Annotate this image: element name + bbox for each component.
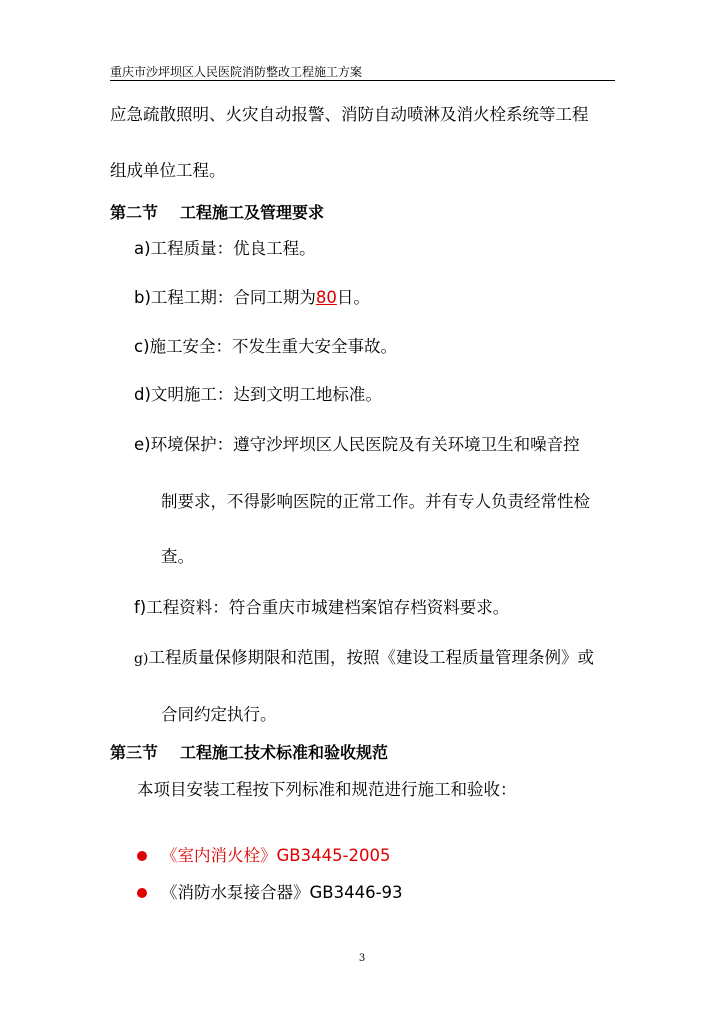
item-e-text-line-1: 遵守沙坪坝区人民医院及有关环境卫生和噪音控 <box>233 435 580 454</box>
header-rule <box>110 80 615 81</box>
item-b <box>134 287 370 309</box>
section-2-title: 工程施工及管理要求 <box>180 203 325 222</box>
item-e <box>134 434 580 456</box>
section-3-title: 工程施工技术标准和验收规范 <box>180 743 389 762</box>
item-a-label: 工程质量： <box>150 239 234 258</box>
item-f-marker: f) <box>134 598 147 617</box>
section-2-number: 第二节 <box>110 203 159 222</box>
item-b-text-after: 日。 <box>336 288 370 307</box>
item-g <box>134 647 594 670</box>
item-g-marker: g) <box>134 651 149 667</box>
item-d-label: 文明施工： <box>150 385 234 404</box>
bullet-icon <box>137 888 147 898</box>
item-a-marker: a) <box>134 239 151 258</box>
item-f <box>134 597 509 619</box>
standard-item-2: 《消防水泵接合器》GB3446-93 <box>161 883 403 902</box>
item-g-text-line-1: 工程质量保修期限和范围，按照《建设工程质量管理条例》或 <box>148 648 594 667</box>
item-b-label: 工程工期： <box>150 288 234 307</box>
item-g-text-line-2: 合同约定执行。 <box>161 705 277 724</box>
document-header: 重庆市沙坪坝区人民医院消防整改工程施工方案 <box>110 65 363 79</box>
item-f-text: 符合重庆市城建档案馆存档资料要求。 <box>228 598 510 617</box>
item-a <box>134 238 316 260</box>
item-e-text-line-3: 查。 <box>161 547 194 566</box>
item-c <box>134 336 397 358</box>
item-d-marker: d) <box>134 385 151 404</box>
bullet-icon <box>137 851 147 861</box>
intro-line-1: 应急疏散照明、火灾自动报警、消防自动喷淋及消火栓系统等工程 <box>110 105 589 124</box>
page-number: 3 <box>358 953 366 964</box>
item-c-text: 不发生重大安全事故。 <box>232 337 398 356</box>
item-e-text-line-2: 制要求，不得影响医院的正常工作。并有专人负责经常性检 <box>161 492 590 511</box>
item-e-label: 环境保护： <box>150 435 234 454</box>
item-c-marker: c) <box>134 337 150 356</box>
section-3-heading <box>110 742 388 764</box>
item-f-label: 工程资料： <box>146 598 229 617</box>
intro-line-2: 组成单位工程。 <box>110 161 226 180</box>
item-c-label: 施工安全： <box>149 337 233 356</box>
item-b-days: 80 <box>315 288 337 307</box>
section-3-number: 第三节 <box>110 743 159 762</box>
item-d <box>134 384 382 406</box>
section-2-heading <box>110 202 324 224</box>
section-3-intro: 本项目安装工程按下列标准和规范进行施工和验收： <box>137 780 517 799</box>
item-d-text: 达到文明工地标准。 <box>233 385 382 404</box>
item-b-marker: b) <box>134 288 151 307</box>
item-e-marker: e) <box>134 435 151 454</box>
item-b-text-before: 合同工期为 <box>233 288 316 307</box>
item-a-text: 优良工程。 <box>233 239 316 258</box>
standard-item-1: 《室内消火栓》GB3445-2005 <box>161 846 391 865</box>
